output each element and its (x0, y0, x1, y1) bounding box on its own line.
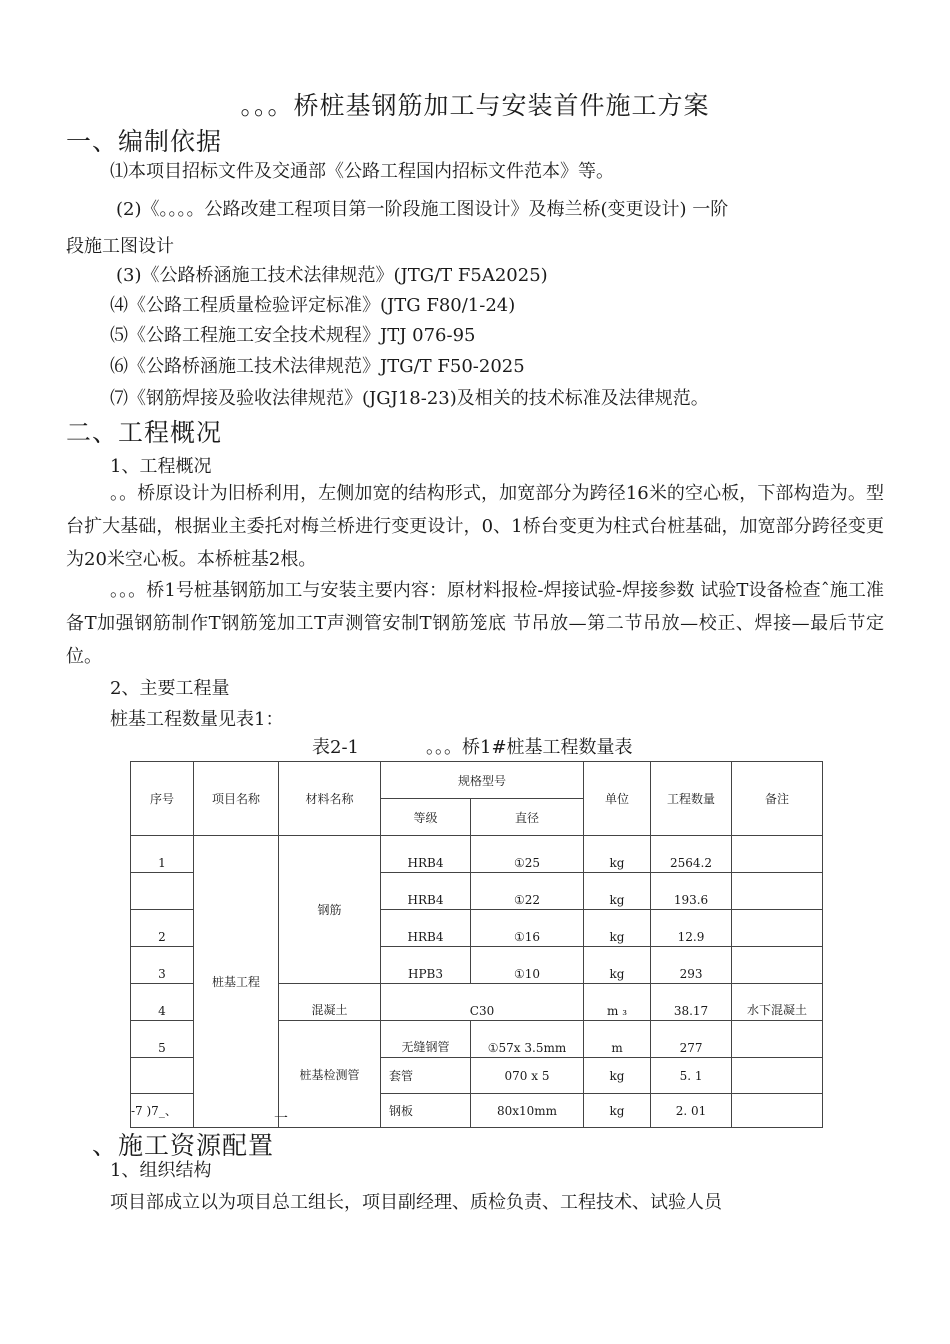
cell-grade: 钢板 (381, 1094, 471, 1128)
cell-unit: kg (584, 1094, 651, 1128)
cell-seq: 1 (131, 836, 194, 873)
cell-qty: 2564.2 (651, 836, 732, 873)
cell-qty: 277 (651, 1021, 732, 1058)
cell-remark: 水下混凝土 (732, 984, 823, 1021)
cell-unit: m (584, 1021, 651, 1058)
subheading-organization: 1、组织结构 (110, 1160, 212, 1181)
cell-grade: HRB4 (381, 873, 471, 910)
cell-remark (732, 836, 823, 873)
basis-item-4: ⑷《公路工程质量检验评定标准》(JTG F80/1-24) (110, 295, 516, 316)
cell-group-steel: 钢筋 (279, 836, 381, 984)
page-title: 。。。桥桩基钢筋加工与安装首件施工方案 (240, 91, 710, 120)
cell-qty: 12.9 (651, 910, 732, 947)
cell-remark (732, 910, 823, 947)
cell-diameter: 070 x 5 (471, 1058, 584, 1094)
basis-item-5: ⑸《公路工程施工安全技术规程》JTJ 076-95 (110, 325, 476, 346)
basis-item-1: ⑴本项目招标文件及交通部《公路工程国内招标文件范本》等。 (110, 161, 614, 182)
cell-seq (131, 873, 194, 910)
cell-project-name: 桩基工程 (194, 836, 279, 1128)
quantity-table (130, 761, 823, 1128)
cell-grade: 套管 (381, 1058, 471, 1094)
header-diameter: 直径 (471, 799, 584, 836)
cell-diameter: ①16 (471, 910, 584, 947)
cell-unit: kg (584, 836, 651, 873)
cell-group-monitor: 桩基检测管 (279, 1021, 381, 1128)
cell-qty: 5. 1 (651, 1058, 732, 1094)
cell-seq: 4 (131, 984, 194, 1021)
cell-remark (732, 873, 823, 910)
cell-qty: 38.17 (651, 984, 732, 1021)
section-heading-resources: 、施工资源配置 (92, 1131, 275, 1160)
cell-remark (732, 947, 823, 984)
cell-seq: 3 (131, 947, 194, 984)
subheading-overview: 1、工程概况 (110, 456, 212, 477)
cell-unit: kg (584, 1058, 651, 1094)
cell-seq: -7 )7_、 (131, 1094, 194, 1128)
cell-unit: m ₃ (584, 984, 651, 1021)
header-unit: 单位 (584, 762, 651, 836)
basis-item-6: ⑹《公路桥涵施工技术法律规范》JTG/T F50-2025 (110, 356, 525, 377)
cell-grade: 无缝钢管 (381, 1021, 471, 1058)
cell-diameter: ①10 (471, 947, 584, 984)
cell-remark (732, 1058, 823, 1094)
table-caption-number: 表2-1 (312, 737, 359, 758)
cell-remark (732, 1021, 823, 1058)
cell-unit: kg (584, 910, 651, 947)
cell-seq (131, 1058, 194, 1094)
cell-grade: HPB3 (381, 947, 471, 984)
basis-item-2: (2)《。。。。公路改建工程项目第一阶段施工图设计》及梅兰桥(变更设计) 一阶 (116, 199, 729, 220)
section-heading-basis: 一、编制依据 (66, 127, 223, 156)
header-seq: 序号 (131, 762, 194, 836)
stray-mark: 一 (274, 1111, 288, 1127)
organization-paragraph: 项目部成立以为项目总工组长，项目副经理、质检负责、工程技术、试验人员 (110, 1192, 722, 1213)
subheading-quantities: 2、主要工程量 (110, 678, 230, 699)
cell-qty: 2. 01 (651, 1094, 732, 1128)
cell-unit: kg (584, 947, 651, 984)
cell-qty: 293 (651, 947, 732, 984)
cell-diameter: 80x10mm (471, 1094, 584, 1128)
section-heading-overview: 二、工程概况 (66, 418, 223, 447)
basis-item-2-cont: 段施工图设计 (66, 236, 174, 257)
cell-diameter: ①57x 3.5mm (471, 1021, 584, 1058)
cell-diameter: ①25 (471, 836, 584, 873)
cell-unit: kg (584, 873, 651, 910)
cell-qty: 193.6 (651, 873, 732, 910)
cell-grade: HRB4 (381, 910, 471, 947)
cell-seq: 5 (131, 1021, 194, 1058)
basis-item-3: (3)《公路桥涵施工技术法律规范》(JTG/T F5A2025) (116, 265, 548, 286)
cell-remark (732, 1094, 823, 1128)
cell-diameter: ①22 (471, 873, 584, 910)
scope-paragraph: 。。。桥1号桩基钢筋加工与安装主要内容：原材料报检-焊接试验-焊接参数 试验T设备检查ˆ施工准备T加强钢筋制作T钢筋笼加工T声测管安制T钢筋笼底 节吊放—第二节吊放—校正、焊接—最后节定位。 (66, 580, 884, 667)
cell-grade: HRB4 (381, 836, 471, 873)
header-qty: 工程数量 (651, 762, 732, 836)
cell-seq: 2 (131, 910, 194, 947)
header-item: 项目名称 (194, 762, 279, 836)
table-row (131, 836, 823, 873)
table-note: 桩基工程数量见表1： (110, 709, 284, 730)
overview-paragraph: 。。桥原设计为旧桥利用，左侧加宽的结构形式，加宽部分为跨径16米的空心板，下部构造为。型台扩大基础，根据业主委托对梅兰桥进行变更设计，0、1桥台变更为柱式台桩基础，加宽部分跨径变更为20米空心板。本桥桩基2根。 (66, 483, 884, 570)
header-spec: 规格型号 (381, 762, 584, 799)
header-material: 材料名称 (279, 762, 381, 836)
table-caption-title: 。。。桥1#桩基工程数量表 (426, 737, 633, 758)
header-grade: 等级 (381, 799, 471, 836)
cell-spec: C30 (381, 984, 584, 1021)
basis-item-7: ⑺《钢筋焊接及验收法律规范》(JGJ18-23)及相关的技术标准及法律规范。 (110, 388, 709, 409)
header-remark: 备注 (732, 762, 823, 836)
cell-group-concrete: 混凝土 (279, 984, 381, 1021)
